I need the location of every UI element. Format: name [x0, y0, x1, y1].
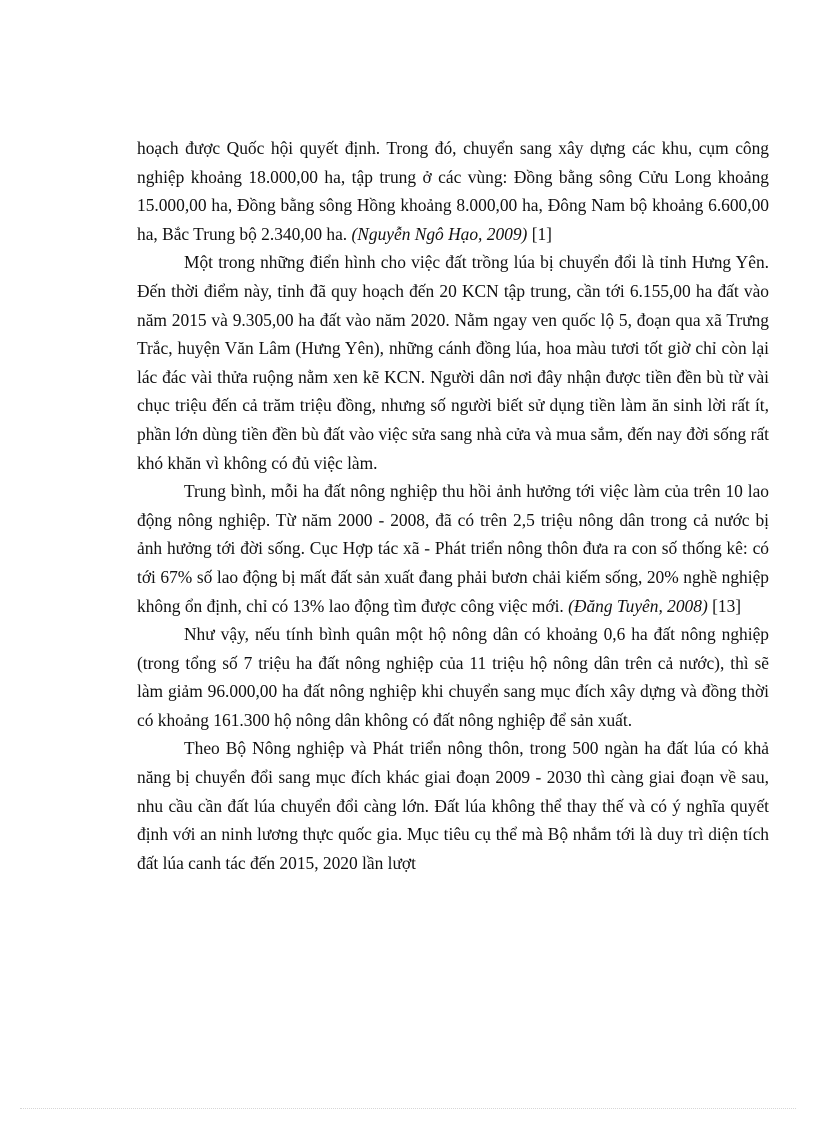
paragraph-1-text: hoạch được Quốc hội quyết định. Trong đó, chuyển sang xây dựng các khu, cụm công nghiệp khoảng 18.000,00 ha, tập trung ở các vùng: Đồng bằng sông Cửu Long khoảng 15.000,00 ha, Đồng bằng sông Hồng khoảng 8.000,00 ha, Đông Nam bộ khoảng 6.600,00 ha, Bắc Trung bộ 2.340,00 ha.	[137, 138, 769, 244]
body-text	[137, 134, 769, 877]
paragraph-5	[137, 734, 769, 877]
paragraph-4	[137, 620, 769, 734]
page-bottom-border	[20, 1108, 796, 1109]
reference-1: [1]	[531, 223, 552, 244]
paragraph-3	[137, 477, 769, 620]
paragraph-2	[137, 248, 769, 477]
paragraph-2-text: Một trong những điển hình cho việc đất trồng lúa bị chuyển đổi là tỉnh Hưng Yên. Đến thời điểm này, tỉnh đã quy hoạch đến 20 KCN tập trung, cần tới 6.155,00 ha đất vào năm 2015 và 9.305,00 ha đất vào năm 2020. Nằm ngay ven quốc lộ 5, đoạn qua xã Trưng Trắc, huyện Văn Lâm (Hưng Yên), những cánh đồng lúa, hoa màu tươi tốt giờ chỉ còn lại lác đác vài thửa ruộng nằm xen kẽ KCN. Người dân nơi đây nhận được tiền đền bù từ vài chục triệu đến cả trăm triệu đồng, nhưng số người biết sử dụng tiền làm ăn sinh lời rất ít, phần lớn dùng tiền đền bù đất vào việc sửa sang nhà cửa và mua sắm, đến nay đời sống rất khó khăn vì không có đủ việc làm.	[137, 252, 769, 473]
reference-3: [13]	[712, 595, 742, 616]
paragraph-3-text: Trung bình, mỗi ha đất nông nghiệp thu hồi ảnh hưởng tới việc làm của trên 10 lao động nông nghiệp. Từ năm 2000 - 2008, đã có trên 2,5 triệu nông dân trong cả nước bị ảnh hưởng tới đời sống. Cục Hợp tác xã - Phát triển nông thôn đưa ra con số thống kê: có tới 67% số lao động bị mất đất sản xuất đang phải bươn chải kiếm sống, 20% nghề nghiệp không ổn định, chỉ có 13% lao động tìm được công việc mới.	[137, 481, 769, 616]
paragraph-1	[137, 134, 769, 248]
citation-3: (Đăng Tuyên, 2008)	[568, 595, 708, 616]
citation-1: (Nguyễn Ngô Hạo, 2009)	[351, 223, 528, 244]
paragraph-5-text: Theo Bộ Nông nghiệp và Phát triển nông thôn, trong 500 ngàn ha đất lúa có khả năng bị chuyển đổi sang mục đích khác giai đoạn 2009 - 2030 thì càng giai đoạn về sau, nhu cầu cần đất lúa chuyển đổi càng lớn. Đất lúa không thể thay thế và có ý nghĩa quyết định với an ninh lương thực quốc gia. Mục tiêu cụ thể mà Bộ nhắm tới là duy trì diện tích đất lúa canh tác đến 2015, 2020 lần lượt	[137, 738, 769, 873]
paragraph-4-text: Như vậy, nếu tính bình quân một hộ nông dân có khoảng 0,6 ha đất nông nghiệp (trong tổng số 7 triệu ha đất nông nghiệp của 11 triệu hộ nông dân trên cả nước), thì sẽ làm giảm 96.000,00 ha đất nông nghiệp khi chuyển sang mục đích xây dựng và đồng thời có khoảng 161.300 hộ nông dân không có đất nông nghiệp để sản xuất.	[137, 624, 769, 730]
